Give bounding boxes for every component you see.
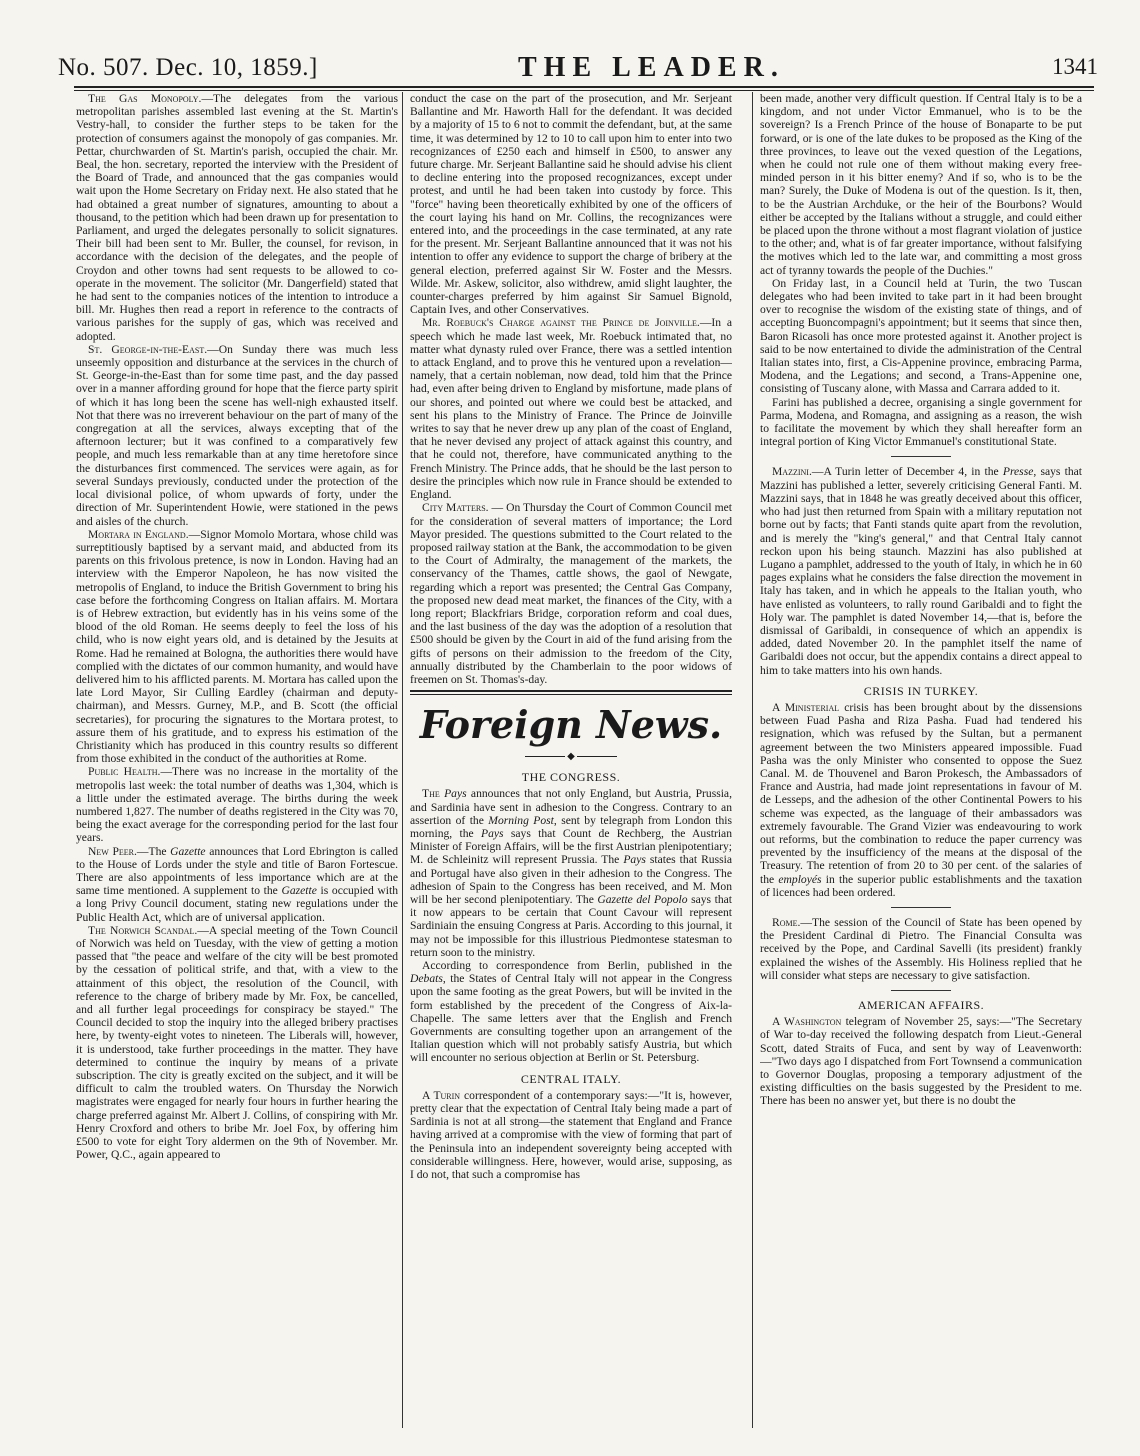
section-rule — [410, 690, 732, 695]
separator-rule — [891, 456, 951, 457]
article-congress: The Pays announces that not only England, but Austria, Prussia, and Sardinia have sent in adhesion to the Congress. Contrary to an assertion of the Morning Post, sent by telegraph from London this morning, the Pays says that Count de Rechberg, the Austrian Minister of Foreign Affairs, will be the first Austrian plenipotentiary; M. de Schleinitz will represent Prussia. The Pays states that Russia and Portugal have also given in their adhesion to the Congress. The adhesion of Spain to the Congress has been received, and M. Mon will be her second plenipotentiary. The Gazette del Popolo says that it now appears to be certain that Count Cavour will represent Sardiniain the ensuing Congress at Paris. According to this journal, it may not be impossible for this illustrious Piedmontese statesman to return soon to the ministry. — [410, 787, 732, 959]
article-farini: Farini has published a decree, organising a single government for Parma, Modena, and Romagna, and assigning as a reason, the wish to facilitate the movement by which they shall hereafter form an integral portion of King Victor Emmanuel's constitutional State. — [760, 395, 1082, 449]
article-norwich-scandal: The Norwich Scandal.—A special meeting of the Town Council of Norwich was held on Tuesday, with the view of getting a motion passed that "the peace and welfare of the city will be best promoted by the cessation of political strife, and that, with a view to the attainment of this object, the resolution of the Council, with reference to the charge of bribery made by Mr. Fox, be cancelled, and all further legal proceedings for conspiracy be stayed." The Council decided to stop the inquiry into the alleged bribery practises here, by twenty-eight votes to nineteen. The Liberals will, however, it is understood, take further proceedings in the matter. They have determined to continue the inquiry by means of a private subscription. The city is greatly excited on the subject, and it will be difficult to calm the troubled waters. On Thursday the Norwich magistrates were engaged for nearly four hours in further hearing the charge preferred against Mr. Albert J. Collins, of conspiring with Mr. Henry Croxford and others to bribe Mr. Joel Fox, by offering him £500 to vote for eight Tory aldermen on the 9th of November. Mr. Power, Q.C., again appeared to — [76, 923, 398, 1162]
american-affairs-heading: AMERICAN AFFAIRS. — [857, 998, 985, 1012]
column-2 — [410, 92, 732, 1428]
article-rome: Rome.—The session of the Council of State has been opened by the President Cardinal di Pietro. The Financial Consulta was received by the Pope, and Cardinal Savelli (its president) frankly explained the wishes of the Assembly. His Holiness replied that he will consider what steps are necessary to give satisfaction. — [760, 915, 1082, 982]
article-crisis-turkey: A Ministerial crisis has been brought about by the dissensions between Fuad Pasha and Riza Pasha. Fuad had tendered his resignation, which was refused by the Sultan, but a permanent agreement between the two Ministers appeared impossible. Fuad Pasha was the only Minister who consented to oppose the Suez Canal. M. de Thouvenel and Baron Prokesch, the Ambassadors of France and Austria, had made joint representations in favour of M. de Lesseps, and the adhesion of the other Continental Powers to his scheme was expected, as the language of their ambassadors was extremely favourable. The Grand Vizier was endeavouring to work out reforms, but the combination to reduce the paper currency was prevented by the insufficiency of the means at the disposal of the Treasury. The retention of from 20 to 30 per cent. of the salaries of the employés in the superior public establishments and the taxation of licences had been ordered. — [760, 700, 1082, 899]
article-central-italy: A Turin correspondent of a contemporary says:—"It is, however, pretty clear that the expectation of Central Italy being made a part of Sardinia is not at all strong—the statement that England and France having arrived at a compromise with the view of forming that part of the Peninsula into an independent sovereignty being accepted with considerable willingness. Here, however, would arise, supposing, as I do not, that such a compromise has — [410, 1088, 732, 1182]
column-divider — [402, 92, 403, 1428]
newspaper-title: THE LEADER. — [518, 52, 785, 83]
foreign-news-heading-block — [410, 690, 732, 763]
column-3 — [760, 92, 1082, 1428]
column-divider — [752, 92, 753, 1428]
article-roebuck: Mr. Roebuck's Charge against the Prince de Joinville.—In a speech which he made last week, Mr. Roebuck intimated that, no matter what dynasty ruled over France, there was a settled intention to attack England, and to prove this he ventured upon a revelation—namely, that a certain nobleman, now dead, told him that the Prince had, even after being driven to England by misfortune, made plans of our shores, and pointed out where we could best be attacked, and sent his plans to the Ministry of France. The Prince de Joinville writes to say that he never drew up any plan of the coast of England, that he never devised any project of attack against this country, and that he could not, therefore, have communicated anything to the French Ministry. The Prince adds, that he should be the last person to desire the principles which now rule in France should be extended to England. — [410, 316, 732, 502]
article-central-italy-continued: been made, another very difficult question. If Central Italy is to be a kingdom, and not under Victor Emmanuel, who is to be the sovereign? Is a French Prince of the house of Bonaparte to be put forward, or is one of the late dukes to be proposed as the King of the three provinces, to leave out the vexed question of the Legations, when he could not rule one of them without making every free-minded person in it his bitter enemy? And if so, who is to be the man? Surely, the Duke of Modena is out of the question. Is it, then, to be the Austrian Archduke, or the heir of the Bourbons? Would either be accepted by the Italians without a struggle, and could either be placed upon the throne without a most flagrant violation of justice to the other; and, what is of far greater importance, without falsifying the motives which led to the late war, and committing a most gross act of tyranny towards the people of the Duchies." — [760, 92, 1082, 277]
article-new-peer: New Peer.—The Gazette announces that Lord Ebrington is called to the House of Lords under the style and title of Baron Fortescue. There are also appointments of less importance which are at the same time mentioned. A supplement to the Gazette is occupied with a long Privy Council document, stating new regulations under the Public Health Act, which are of universal application. — [76, 844, 398, 924]
article-mazzini: Mazzini.—A Turin letter of December 4, in the Presse, says that Mazzini has published a letter, severely criticising General Fanti. M. Mazzini says, that in 1848 he was greatly deceived about this officer, who had just then returned from Spain with a military reputation not borne out by facts; that Fanti stands quite apart from the revolution, and is merely the "king's general," and that Central Italy cannot reckon upon his being staunch. Mazzini has also published at Lugano a pamphlet, addressed to the youth of Italy, in which he in 60 pages explains what he considers the false direction the movement in Italy has taken, and in which he appeals to the Italian youth, who have enlisted as volunteers, to rally round Garibaldi and to fight the Holy war. The pamphlet is dated November 14,—that is, before the dismissal of Garibaldi, in consequence of which an appendix is added, dated November 20. In the pamphlet itself the name of Garibaldi does not occur, but the appendix contains a direct appeal to him to take matters into his own hands. — [760, 465, 1082, 677]
column-1 — [76, 92, 398, 1428]
article-american-affairs: A Washington telegram of November 25, says:—"The Secretary of War to-day received the following despatch from Lieut.-General Scott, dated Straits of Fuca, and sent by way of Leavenworth:—"Two days ago I dispatched from Fort Townsend a communication to Governor Douglas, proposing a temporary adjustment of the existing difficulties on the basis suggested by the President to me. There has been no answer yet, but there is no doubt the — [760, 1015, 1082, 1108]
separator-rule — [891, 990, 951, 991]
crisis-turkey-heading: CRISIS IN TURKEY. — [863, 683, 979, 698]
article-st-george: St. George-in-the-East.—On Sunday there was much less unseemly opposition and disturbance at the services in the church of St. George-in-the-East than for some time past, and the day passed over in a manner affording ground for hope that the fierce party spirit of which it has long been the scene has well-nigh exhausted itself. Not that there was no irreverent behaviour on the part of many of the congregation at all the services, always excepting that of the afternoon lecturer; but it was confined to a comparatively few people, and much less remarkable than at any time heretofore since the disturbances first commenced. The services were again, as for several Sundays previously, conducted under the protection of the local divisional police, of whom upwards of forty, under the direction of Mr. Superintendent Howie, were stationed in the pews and aisles of the church. — [76, 342, 398, 528]
masthead — [58, 52, 1098, 82]
article-mortara: Mortara in England.—Signor Momolo Mortara, whose child was surreptitiously baptised by a servant maid, and abducted from its parents on this frivolous pretence, is now in London. Having had an interview with the Emperor Napoleon, he has now visited the metropolis of England, to induce the British Government to bring his case before the forthcoming Congress on Italian affairs. M. Mortara is of Hebrew extraction, but evidently has in his veins some of the blood of the old Roman. He seems deeply to feel the loss of his child, who is now eight years old, and is detained by the Jesuits at Rome. Had he remained at Bologna, the authorities there would have complied with the dictates of our common humanity, and would have delivered him to his afflicted parents. M. Mortara has called upon the late Lord Mayor, Sir Culling Eardley (chairman and deputy-chairman), and Messrs. Gurney, M.P., and B. Scott (the official secretaries), for procuring the signatures to the Mortara protest, to assure them of his gratitude, and to express his estimation of the Christianity which has produced in this country results so different from those exhibited in the conduct of the authorities at Rome. — [76, 527, 398, 766]
article-city-matters: City Matters. — On Thursday the Court of Common Council met for the consideration of several matters of importance; the Lord Mayor presided. The questions submitted to the Court related to the proposed railway station at the Bank, the accommodation to be given to the Court of Admiralty, the management of the markets, the conservancy of the Thames, cattle shows, the gaol of Newgate, regarding which a report was presented; the Central Gas Company, the proposed new dead meat market, the finances of the City, with a long report; Blackfriars Bridge, corporation reform and coal dues, and the last business of the day was the adoption of a resolution that £500 should be given by the Court in aid of the fund arising from the gifts of persons on their admission to the freedom of the City, annually distributed by the Chamberlain to the poor widows of freemen on St. Thomas's-day. — [410, 501, 732, 686]
article-public-health: Public Health.—There was no increase in the mortality of the metropolis last week: the total number of deaths was 1,304, which is a little under the estimated average. The births during the week numbered 1,827. The number of deaths registered in the City was 70, being the exact average for the corresponding period for the last four years. — [76, 765, 398, 845]
separator-rule — [891, 907, 951, 908]
article-congress-berlin: According to correspondence from Berlin, published in the Debats, the States of Central Italy will not appear in the Congress upon the same footing as the great Powers, but will be invited in the form established by the precedent of the Congress of Aix-la-Chapelle. The same letters aver that the English and French Governments are consulting together upon an arrangement of the Italian question which will not probably satisfy Austria, but which will encounter no serious objection at Berlin or St. Petersburg. — [410, 958, 732, 1065]
ornament-divider: ◆ — [410, 751, 732, 763]
article-norwich-continued: conduct the case on the part of the prosecution, and Mr. Serjeant Ballantine and Mr. Haworth Hall for the defendant. It was decided by a majority of 15 to 6 not to commit the defendant, but, at the same time, it was determined by 12 to 10 to call upon him to enter into two recognizances of £250 each and himself in £500, to answer any future charge. Mr. Serjeant Ballantine said he should advise his client to decline entering into the proposed recognizances, except under protest, and until he had been taken into custody by force. This "force" having been theoretically exhibited by one of the officers of the court laying his hand on Mr. Collins, the recognizances were entered into, and the proceedings in the case terminated, at any rate for the present. Mr. Serjeant Ballantine announced that it was not his intention to offer any evidence to support the charge of bribery at the general election, preferred against Sir W. Foster and the Messrs. Wilde. Mr. Askew, solicitor, also withdrew, amid slight laughter, the counter-charges preferred by him against Sir Samuel Bignold, Captain Ives, and other Conservatives. — [410, 92, 732, 317]
congress-heading: THE CONGRESS. — [521, 770, 621, 785]
article-gas-monopoly: The Gas Monopoly.—The delegates from the various metropolitan parishes assembled last evening at the St. Martin's Vestry-hall, to consider the further steps to be taken for the protection of consumers against the monopoly of gas companies. Mr. Pettar, churchwarden of St. Martin's parish, occupied the chair. Mr. Beal, the hon. secretary, reported the interview with the President of the Board of Trade, and announced that the gas companies would wait upon the Home Secretary on Friday next. He also stated that he had obtained a great number of signatures, amounting to about a thousand, to the petition which had been drawn up for presentation to Parliament, and urged the delegates personally to solicit signatures. Their bill had been sent to Mr. Buller, the counsel, for revison, in accordance with the decision of the delegates, and the people of Croydon and other towns had sent requests to be allowed to co-operate in the movement. The solicitor (Mr. Dangerfield) stated that he had sent to the companies notices of the intention to introduce a bill. Mr. Hughes then read a report in reference to the contracts of various parishes for the supply of gas, which was received and adopted. — [76, 92, 398, 343]
page-number: 1341 — [1052, 54, 1098, 79]
issue-date: No. 507. Dec. 10, 1859.] — [58, 54, 318, 81]
central-italy-heading: CENTRAL ITALY. — [520, 1071, 622, 1086]
masthead-rule — [74, 86, 1094, 91]
article-turin-council: On Friday last, in a Council held at Turin, the two Tuscan delegates who had been invited to take part in it had been brought over to recognise the wisdom of the existing state of things, and of accepting Buoncompagni's appointment; but it seems that since then, Baron Ricasoli has once more protested against it. Another project is said to be now entertained to divide the administration of the Central Italian states into, first, a Cis-Appenine province, embracing Parma, Modena, and the Legations; and second, a Trans-Appenine one, consisting of Tuscany alone, with Massa and Carrara added to it. — [760, 276, 1082, 396]
foreign-news-title: Foreign News. — [419, 702, 723, 748]
